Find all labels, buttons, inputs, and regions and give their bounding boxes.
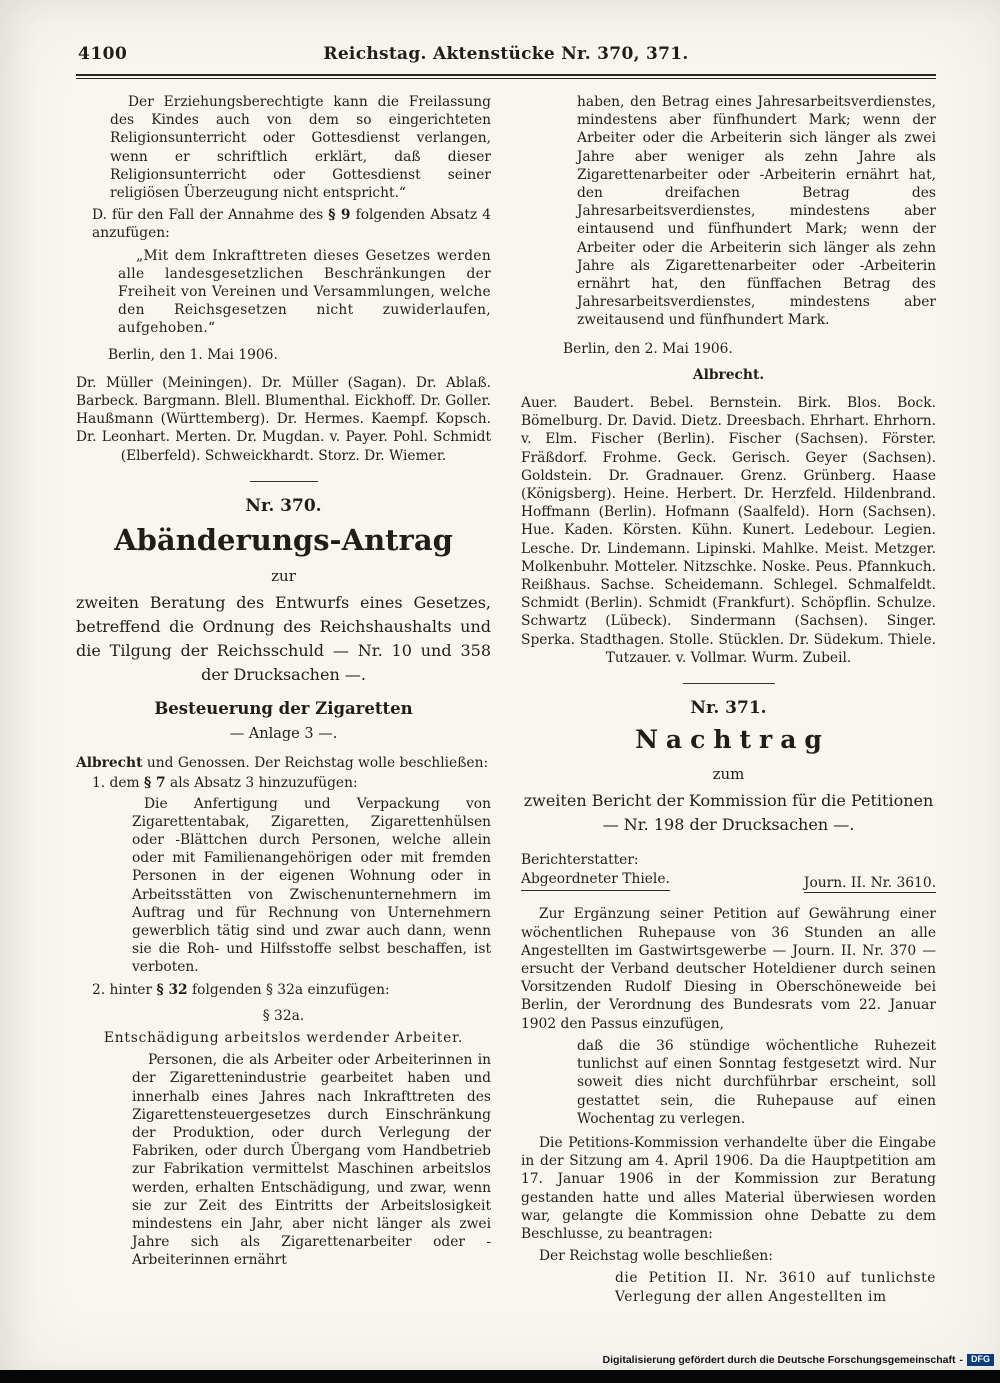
section-heading-besteuerung: Besteuerung der Zigaretten — [154, 699, 413, 719]
left-column — [76, 93, 491, 1310]
motion-intro-rest: und Genossen. Der Reichstag wolle beschließen: — [142, 755, 489, 772]
mover-name: Albrecht — [76, 755, 143, 772]
credit-text: Digitalisierung gefördert durch die Deutsche Forschungsgemeinschaft — [602, 1354, 956, 1366]
reporter-block — [521, 851, 936, 892]
section-divider — [250, 481, 318, 482]
motion-item-1-label — [92, 774, 491, 792]
document-title-370: Abänderungs-Antrag — [114, 522, 453, 557]
reporter-name: Abgeordneter Thiele. — [521, 870, 670, 891]
quoted-insertion: „Mit dem Inkrafttreten dieses Gesetzes werden alle landesgesetzlichen Beschränkungen der Freiheit von Vereinen und Versammlungen, welche den Reichsgesetzen nicht zuwiderlaufen, aufgehoben.“ — [118, 247, 491, 337]
petition-paragraph-1: Zur Ergänzung seiner Petition auf Gewährung einer wöchentlichen Ruhepause von 36 Stunden an alle Angestellten im Gastwirtsgewerbe — Journ. II. Nr. 370 — ersucht der Verband deutscher Hoteldiener durch seinen Vorsitzenden Rudolf Diesing in Oberschöneweide bei Berlin, der Verordnung des Bundesrats vom 22. Januar 1902 den Passus einzufügen, — [521, 906, 936, 1032]
reporter-left — [521, 851, 670, 892]
subtitle-intro-370: zur — [271, 567, 296, 586]
document-subtitle-370: zweiten Beratung des Entwurfs eines Gesetzes, betreffend die Ordnung des Reichshaushalts und die Tilgung der Reichsschuld — Nr. 10 und 358 der Drucksachen —. — [76, 593, 491, 685]
page-title: Reichstag. Aktenstücke Nr. 370, 371. — [323, 44, 689, 64]
header-rule — [76, 74, 936, 79]
item-d — [92, 206, 491, 242]
item2-post: folgenden § 32a einzufügen: — [187, 981, 390, 998]
document-number-370: Nr. 370. — [245, 495, 322, 516]
item1-post: als Absatz 3 hinzuzufügen: — [165, 775, 358, 792]
journal-reference: Journ. II. Nr. 3610. — [803, 875, 936, 892]
lead-signature: Albrecht. — [692, 366, 765, 383]
digitization-credit: Digitalisierung gefördert durch die Deutsche Forschungsgemeinschaft - DFG — [603, 1354, 994, 1366]
motion-item-2-label — [92, 981, 491, 999]
page-number: 4100 — [78, 44, 128, 64]
signature-list-left: Dr. Müller (Meiningen). Dr. Müller (Sagan). Dr. Ablaß. Barbeck. Bargmann. Blell. Blumenthal. Eickhoff. Dr. Goller. Haußmann (Württemberg). Dr. Hermes. Kaempf. Kopsch. Dr. Leonhart. Merten. Dr. Mugdan. v. Payer. Pohl. Schmidt (Elberfeld). Schweickhardt. Storz. Dr. Wiemer. — [76, 374, 491, 464]
item1-pre: 1. dem — [92, 775, 145, 792]
continuation-paragraph: Der Erziehungsberechtigte kann die Freilassung des Kindes auch von dem so eingerichteten Religionsunterricht oder Gottesdienst verlangen, wenn er schriftlich erklärt, daß dieser Religionsunterricht oder Gottesdienst seiner religiösen Überzeugung nicht entspricht.“ — [110, 94, 491, 202]
section-32a-text-continued: haben, den Betrag eines Jahresarbeitsverdienstes, mindestens aber fünfhundert Mark; wenn der Arbeiter oder die Arbeiterin sich länger als zwei Jahre aber weniger als zehn Jahre als Zigarettenarbeiter oder -Arbeiterin ernährt hat, den dreifachen Betrag des Jahresarbeitsverdienstes, mindestens aber eintausend und fünfhundert Mark; wenn der Arbeiter oder die Arbeiterin sich länger als zehn Jahre als Zigarettenarbeiter oder -Arbeiterin ernährt hat, den fünffachen Betrag des Jahresarbeitsverdienstes, mindestens aber zweitausend und fünfhundert Mark. — [577, 94, 936, 329]
section-32a-text-left: Personen, die als Arbeiter oder Arbeiterinnen in der Zigarettenindustrie gearbeitet haben und innerhalb eines Jahres nach Inkrafttreten des Zigarettensteuergesetzes durch Einschränkung der Produktion, oder durch Verlegung der Fabriken, oder durch Übergang vom Handbetrieb zur Fabrikation vermittelst Maschinen arbeitslos werden, erhalten Entschädigung, und zwar, wenn sie zur Zeit des Eintritts der Arbeitslosigkeit mindestens ein Jahr, aber nicht länger als zwei Jahre sich als Zigarettenarbeiter oder -Arbeiterinnen ernährt — [132, 1052, 491, 1269]
item2-pre: 2. hinter — [92, 981, 157, 998]
two-column-layout — [76, 93, 936, 1310]
document-subtitle-371: zweiten Bericht der Kommission für die Petitionen — Nr. 198 der Drucksachen —. — [523, 790, 934, 834]
document-number-371: Nr. 371. — [690, 698, 767, 719]
dateline-2: Berlin, den 2. Mai 1906. — [563, 340, 733, 357]
dfg-logo: DFG — [967, 1354, 994, 1366]
petition-paragraph-2: Die Petitions-Kommission verhandelte über die Eingabe in der Sitzung am 4. April 1906. Da die Hauptpetition am 17. Januar 1906 in der Kommission zur Beratung gestanden hatte und alles Material überwiesen worden war, gelangte die Kommission ohne Debatte zu dem Beschlusse, zu beantragen: — [521, 1134, 936, 1242]
item-d-post: folgenden Absatz 4 anzufügen: — [92, 207, 491, 242]
signature-list-right: Auer. Baudert. Bebel. Bernstein. Birk. Blos. Bock. Bömelburg. Dr. David. Dietz. Dreesbach. Ehrhart. Ehrhorn. v. Elm. Fischer (Berlin). Fischer (Sachsen). Förster. Fräßdorf. Frohme. Geck. Gerisch. Geyer (Sachsen). Goldstein. Dr. Gradnauer. Grenz. Grünberg. Haase (Königsberg). Heine. Herbert. Dr. Herzfeld. Hildenbrand. Hoffmann (Berlin). Hofmann (Saalfeld). Horn (Sachsen). Hue. Kaden. Körsten. Kühn. Kunert. Ledebour. Legien. Lesche. Dr. Lindemann. Lipinski. Mahlke. Meist. Metzger. Molkenbuhr. Motteler. Nitzschke. Noske. Peus. Pfannkuch. Reißhaus. Sachse. Scheidemann. Schlegel. Schmalfeldt. Schmidt (Berlin). Schmidt (Frankfurt). Schöpflin. Schulze. Schwartz (Lübeck). Sindermann (Sachsen). Singer. Sperka. Stadthagen. Stolle. Stücklen. Dr. Südekum. Thiele. Tutzauer. v. Vollmar. Wurm. Zubeil. — [521, 395, 936, 666]
item-d-section-ref: § 9 — [328, 207, 351, 224]
annex-note: — Anlage 3 —. — [229, 726, 338, 743]
petition-quote: daß die 36 stündige wöchentliche Ruhezeit tunlichst auf einen Sonntag festgesetzt wird. Nur soweit dies nicht durchführbar erscheint, soll gestattet sein, die Ruhepause auf einen Wochentag zu verlegen. — [577, 1037, 936, 1127]
dateline-1: Berlin, den 1. Mai 1906. — [108, 346, 278, 363]
right-column — [521, 93, 936, 1310]
section-32a-heading: Entschädigung arbeitslos werdender Arbeiter. — [103, 1030, 464, 1047]
item2-section-ref: § 32 — [156, 981, 188, 998]
section-32a-number: § 32a. — [262, 1007, 305, 1024]
motion-item-1-text: Die Anfertigung und Verpackung von Zigarettentabak, Zigaretten, Zigarettenhülsen oder -Blättchen durch Personen, welche allein oder mit Familienangehörigen oder mit fremden Personen in der eigenen Wohnung oder in Arbeitsstätten von Zwischenunternehmern im Auftrag und für Rechnung von Unternehmern gewerblich tätig sind und zwar auch dann, wenn sie die Roh- und Hilfsstoffe selbst beschaffen, ist verboten. — [132, 795, 491, 976]
item-d-pre: D. für den Fall der Annahme des — [92, 207, 329, 224]
resolution-text: die Petition II. Nr. 3610 auf tunlichste Verlegung der allen Angestellten im — [615, 1270, 936, 1305]
scan-edge-bar — [0, 1370, 1000, 1383]
section-divider — [683, 683, 775, 684]
resolution-intro: Der Reichstag wolle beschließen: — [539, 1248, 773, 1265]
item1-section-ref: § 7 — [144, 775, 166, 792]
motion-intro — [76, 754, 491, 772]
page-header — [76, 44, 936, 70]
document-title-371: Nachtrag — [635, 725, 830, 755]
reporter-label: Berichterstatter: — [521, 851, 639, 868]
subtitle-intro-371: zum — [712, 764, 745, 783]
